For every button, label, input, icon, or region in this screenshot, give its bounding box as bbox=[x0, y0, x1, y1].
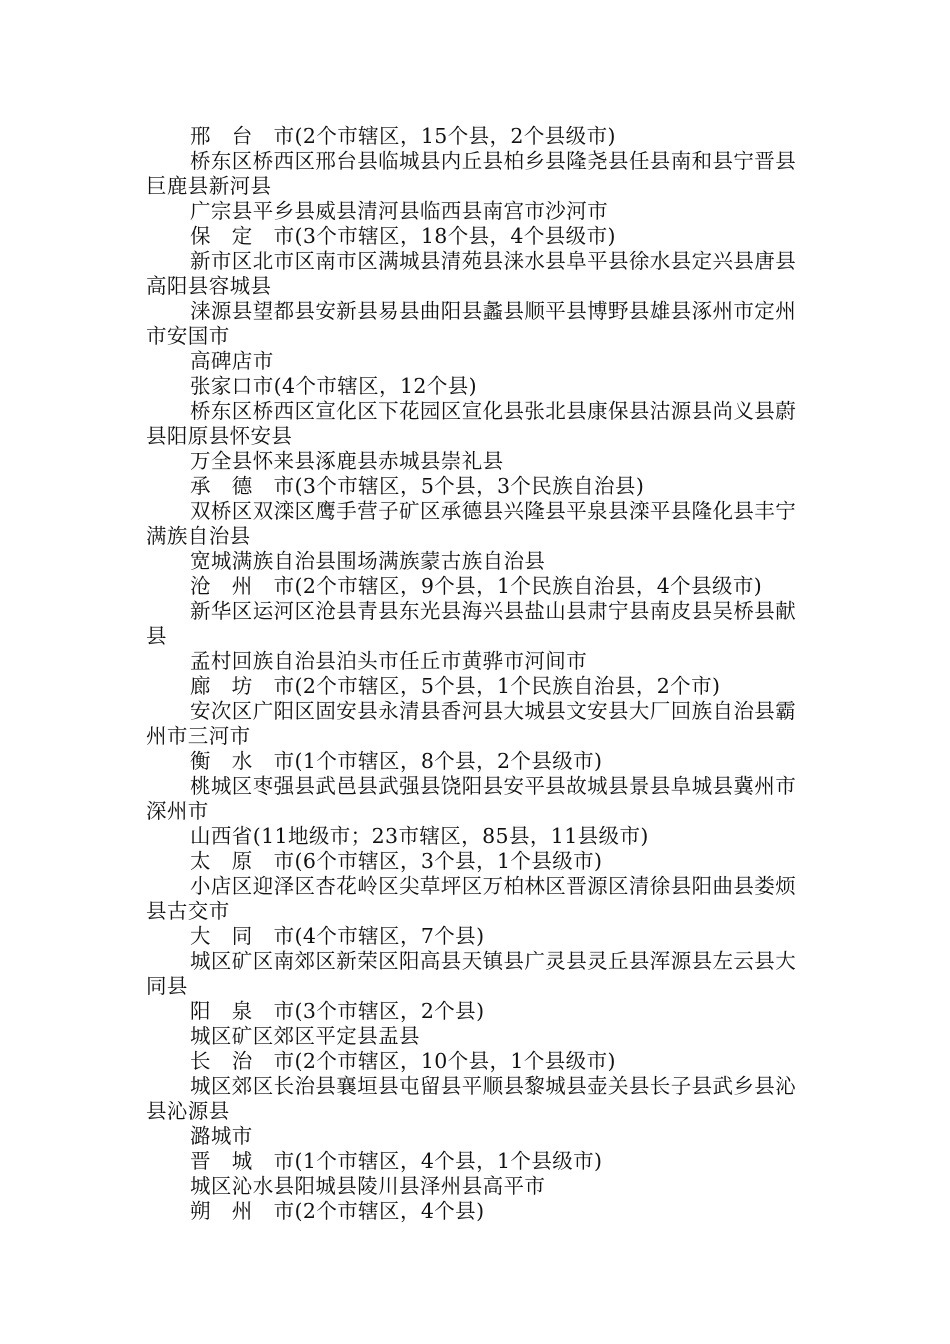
paragraph: 太 原 市(6个市辖区，3个县，1个县级市) bbox=[190, 849, 603, 873]
paragraph: 万全县怀来县涿鹿县赤城县崇礼县 bbox=[190, 449, 504, 473]
paragraph: 桥东区桥西区邢台县临城县内丘县柏乡县隆尧县任县南和县宁晋县巨鹿县新河县 bbox=[146, 149, 797, 198]
paragraph: 桃城区枣强县武邑县武强县饶阳县安平县故城县景县阜城县冀州市深州市 bbox=[146, 774, 797, 823]
paragraph: 张家口市(4个市辖区，12个县) bbox=[190, 374, 478, 398]
paragraph: 邢 台 市(2个市辖区，15个县，2个县级市) bbox=[190, 124, 616, 148]
paragraph: 承 德 市(3个市辖区，5个县，3个民族自治县) bbox=[190, 474, 645, 498]
paragraph: 新华区运河区沧县青县东光县海兴县盐山县肃宁县南皮县吴桥县献县 bbox=[146, 599, 797, 648]
paragraph: 城区沁水县阳城县陵川县泽州县高平市 bbox=[190, 1174, 546, 1198]
paragraph: 保 定 市(3个市辖区，18个县，4个县级市) bbox=[190, 224, 616, 248]
paragraph: 山西省(11地级市；23市辖区，85县，11县级市) bbox=[190, 824, 649, 848]
paragraph: 孟村回族自治县泊头市任丘市黄骅市河间市 bbox=[190, 649, 588, 673]
paragraph: 潞城市 bbox=[190, 1124, 253, 1148]
paragraph: 城区矿区郊区平定县盂县 bbox=[190, 1024, 420, 1048]
paragraph: 朔 州 市(2个市辖区，4个县) bbox=[190, 1199, 485, 1223]
paragraph: 新市区北市区南市区满城县清苑县涞水县阜平县徐水县定兴县唐县高阳县容城县 bbox=[146, 249, 797, 298]
paragraph: 阳 泉 市(3个市辖区，2个县) bbox=[190, 999, 485, 1023]
paragraph: 宽城满族自治县围场满族蒙古族自治县 bbox=[190, 549, 546, 573]
paragraph: 城区郊区长治县襄垣县屯留县平顺县黎城县壶关县长子县武乡县沁县沁源县 bbox=[146, 1074, 797, 1123]
paragraph: 安次区广阳区固安县永清县香河县大城县文安县大厂回族自治县霸州市三河市 bbox=[146, 699, 797, 748]
paragraph: 小店区迎泽区杏花岭区尖草坪区万柏林区晋源区清徐县阳曲县娄烦县古交市 bbox=[146, 874, 797, 923]
paragraph: 廊 坊 市(2个市辖区，5个县，1个民族自治县，2个市) bbox=[190, 674, 721, 698]
paragraph: 城区矿区南郊区新荣区阳高县天镇县广灵县灵丘县浑源县左云县大同县 bbox=[146, 949, 797, 998]
paragraph: 衡 水 市(1个市辖区，8个县，2个县级市) bbox=[190, 749, 603, 773]
paragraph: 高碑店市 bbox=[190, 349, 274, 373]
paragraph: 大 同 市(4个市辖区，7个县) bbox=[190, 924, 485, 948]
paragraph: 涞源县望都县安新县易县曲阳县蠡县顺平县博野县雄县涿州市定州市安国市 bbox=[146, 299, 797, 348]
document-body bbox=[146, 124, 814, 1224]
paragraph: 广宗县平乡县威县清河县临西县南宫市沙河市 bbox=[190, 199, 608, 223]
paragraph: 桥东区桥西区宣化区下花园区宣化县张北县康保县沽源县尚义县蔚县阳原县怀安县 bbox=[146, 399, 797, 448]
paragraph: 双桥区双滦区鹰手营子矿区承德县兴隆县平泉县滦平县隆化县丰宁满族自治县 bbox=[146, 499, 797, 548]
paragraph: 长 治 市(2个市辖区，10个县，1个县级市) bbox=[190, 1049, 616, 1073]
paragraph: 晋 城 市(1个市辖区，4个县，1个县级市) bbox=[190, 1149, 603, 1173]
paragraph: 沧 州 市(2个市辖区，9个县，1个民族自治县，4个县级市) bbox=[190, 574, 763, 598]
